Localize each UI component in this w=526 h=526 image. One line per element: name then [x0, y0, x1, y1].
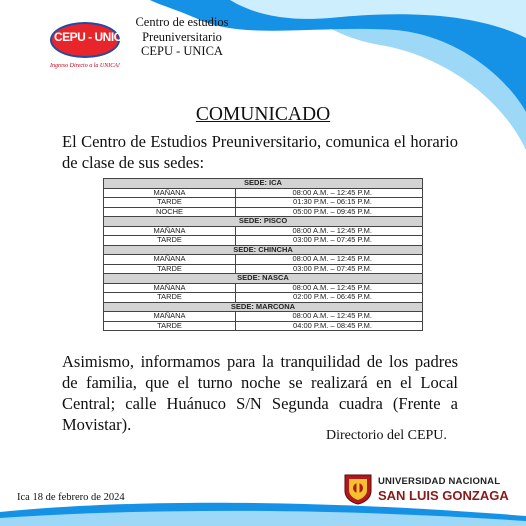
- sede-name: SEDE: ICA: [104, 179, 423, 189]
- university-name-line2: SAN LUIS GONZAGA: [378, 488, 509, 503]
- table-row: [104, 226, 423, 236]
- turno-cell: MAÑANA: [104, 226, 236, 236]
- header-title: [128, 15, 236, 59]
- notice-heading-text: COMUNICADO: [195, 104, 331, 125]
- turno-cell: TARDE: [104, 293, 236, 303]
- hora-cell: 05:00 P.M. – 09:45 P.M.: [236, 207, 423, 217]
- hora-cell: 04:00 P.M. – 08:45 P.M.: [236, 321, 423, 331]
- hora-cell: 08:00 A.M. – 12:45 P.M.: [236, 188, 423, 198]
- sede-header-row: [104, 179, 423, 189]
- issue-date: Ica 18 de febrero de 2024: [17, 492, 125, 503]
- sede-header-row: [104, 245, 423, 255]
- hora-cell: 08:00 A.M. – 12:45 P.M.: [236, 283, 423, 293]
- logo-slogan: Ingreso Directo a la UNICA!: [50, 63, 120, 69]
- table-row: [104, 321, 423, 331]
- turno-cell: NOCHE: [104, 207, 236, 217]
- notice-closing: Asimismo, informamos para la tranquilidad de los padres de familia, que el turno noche se realizará en el Local Central; calle Huánuco S/N Segunda cuadra (Frente a Movistar).: [62, 352, 458, 434]
- hora-cell: 02:00 P.M. – 06:45 P.M.: [236, 293, 423, 303]
- turno-cell: MAÑANA: [104, 188, 236, 198]
- university-name: [378, 476, 509, 503]
- sede-header-row: [104, 217, 423, 227]
- sede-name: SEDE: NASCA: [104, 274, 423, 284]
- header-title-line: Preuniversitario: [142, 29, 222, 44]
- hora-cell: 03:00 P.M. – 07:45 P.M.: [236, 236, 423, 246]
- hora-cell: 03:00 P.M. – 07:45 P.M.: [236, 264, 423, 274]
- turno-cell: TARDE: [104, 198, 236, 208]
- cepu-logo: [50, 14, 130, 72]
- turno-cell: TARDE: [104, 321, 236, 331]
- university-emblem-icon: [343, 473, 373, 505]
- turno-cell: MAÑANA: [104, 312, 236, 322]
- hora-cell: 01:30 P.M. – 06:15 P.M.: [236, 198, 423, 208]
- table-row: [104, 236, 423, 246]
- turno-cell: MAÑANA: [104, 283, 236, 293]
- notice-intro: El Centro de Estudios Preuniversitario, comunica el horario de clase de sus sedes:: [62, 132, 458, 172]
- schedule-table: [103, 178, 423, 331]
- table-row: [104, 188, 423, 198]
- turno-cell: TARDE: [104, 236, 236, 246]
- signature: Directorio del CEPU.: [326, 428, 447, 443]
- table-row: [104, 293, 423, 303]
- turno-cell: TARDE: [104, 264, 236, 274]
- sede-name: SEDE: PISCO: [104, 217, 423, 227]
- hora-cell: 08:00 A.M. – 12:45 P.M.: [236, 255, 423, 265]
- header-title-line: CEPU - UNICA: [141, 44, 223, 58]
- sede-header-row: [104, 302, 423, 312]
- table-row: [104, 283, 423, 293]
- notice-heading: [0, 104, 526, 126]
- sede-name: SEDE: MARCONA: [104, 302, 423, 312]
- table-row: [104, 312, 423, 322]
- sede-header-row: [104, 274, 423, 284]
- sede-name: SEDE: CHINCHA: [104, 245, 423, 255]
- hora-cell: 08:00 A.M. – 12:45 P.M.: [236, 226, 423, 236]
- table-row: [104, 198, 423, 208]
- table-row: [104, 255, 423, 265]
- turno-cell: MAÑANA: [104, 255, 236, 265]
- logo-text: CEPU - UNICA: [54, 30, 131, 44]
- hora-cell: 08:00 A.M. – 12:45 P.M.: [236, 312, 423, 322]
- university-name-line1: UNIVERSIDAD NACIONAL: [378, 476, 501, 487]
- header-title-line: Centro de estudios: [135, 15, 229, 29]
